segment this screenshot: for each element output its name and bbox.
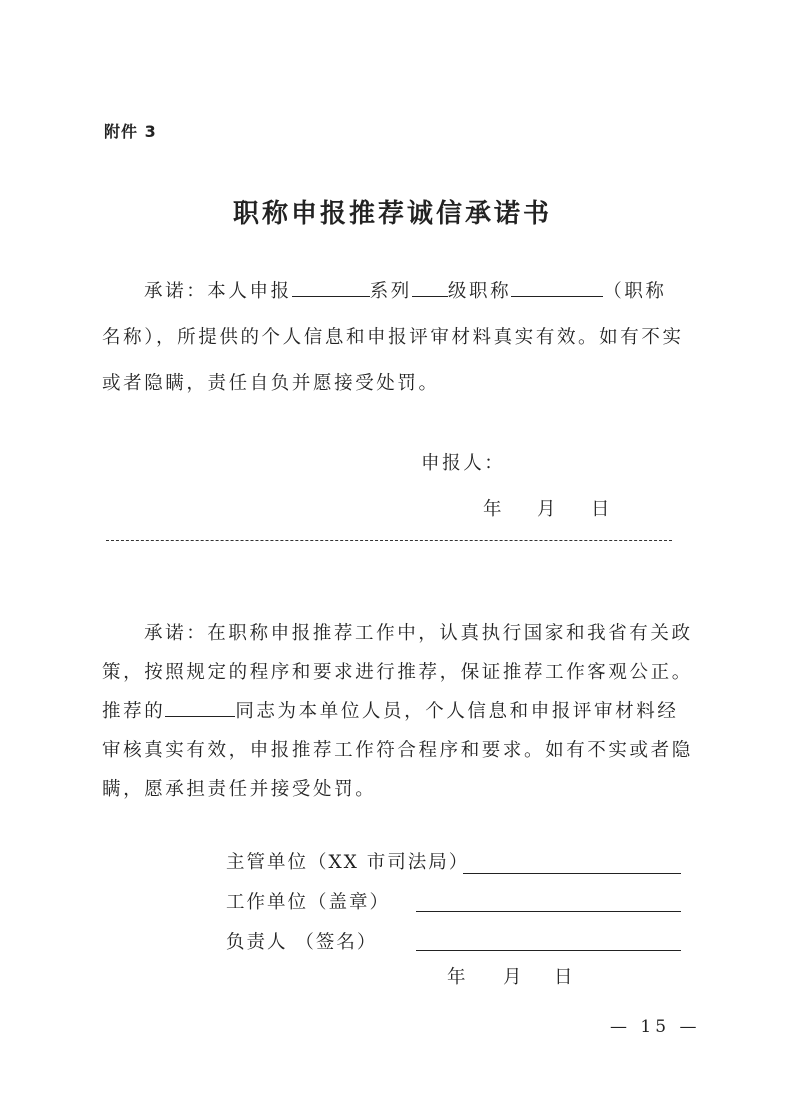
- pledge1-text-b: 系列: [369, 281, 412, 302]
- pledge1-line1: [144, 272, 667, 312]
- pledge1-text-d: （职称: [603, 281, 667, 302]
- series-blank[interactable]: [292, 276, 370, 297]
- attachment-label: 附件 3: [104, 122, 157, 141]
- title-name-blank[interactable]: [511, 276, 603, 297]
- section-divider: [106, 540, 672, 541]
- pledge1-date-year: 年: [483, 499, 505, 520]
- pledge1-text-c: 级职称: [447, 281, 512, 302]
- pledge2-line4: 审核真实有效，申报推荐工作符合程序和要求。如有不实或者隐: [102, 740, 693, 761]
- pledge1-text-a: 承诺：本人申报: [144, 281, 292, 302]
- supervisor-signature-line[interactable]: [463, 873, 681, 874]
- work-unit-label: 工作单位（盖章）: [226, 892, 391, 913]
- pledge2-text-a: 推荐的: [102, 701, 166, 722]
- sig-date-month: 月: [503, 967, 525, 988]
- pledge1-line2: 名称），所提供的个人信息和申报评审材料真实有效。如有不实: [102, 327, 684, 348]
- sig-date-day: 日: [554, 967, 576, 988]
- pledge2-text-b: 同志为本单位人员，个人信息和申报评审材料经: [235, 701, 679, 722]
- pledge1-line3: 或者隐瞒，责任自负并愿接受处罚。: [102, 373, 440, 394]
- sig-date-year: 年: [447, 967, 469, 988]
- responsible-signature-line[interactable]: [416, 950, 681, 951]
- pledge2-line1: 承诺：在职称申报推荐工作中，认真执行国家和我省有关政: [144, 623, 693, 644]
- pledge2-line5: 瞒，愿承担责任并接受处罚。: [102, 779, 377, 800]
- work-unit-signature-line[interactable]: [416, 911, 681, 912]
- page-title: 职称申报推荐诚信承诺书: [232, 199, 552, 229]
- pledge2-line3: [102, 692, 678, 732]
- applicant-label: 申报人：: [421, 453, 506, 474]
- level-blank[interactable]: [412, 276, 448, 297]
- pledge1-date-day: 日: [591, 499, 613, 520]
- nominee-blank[interactable]: [165, 696, 235, 717]
- pledge1-date-month: 月: [537, 499, 559, 520]
- page-number: — 15 —: [610, 1017, 701, 1037]
- pledge2-line2: 策，按照规定的程序和要求进行推荐，保证推荐工作客观公正。: [102, 662, 693, 683]
- responsible-label: 负责人 （签名）: [226, 932, 378, 953]
- supervisor-label: 主管单位（XX 市司法局）: [226, 852, 470, 873]
